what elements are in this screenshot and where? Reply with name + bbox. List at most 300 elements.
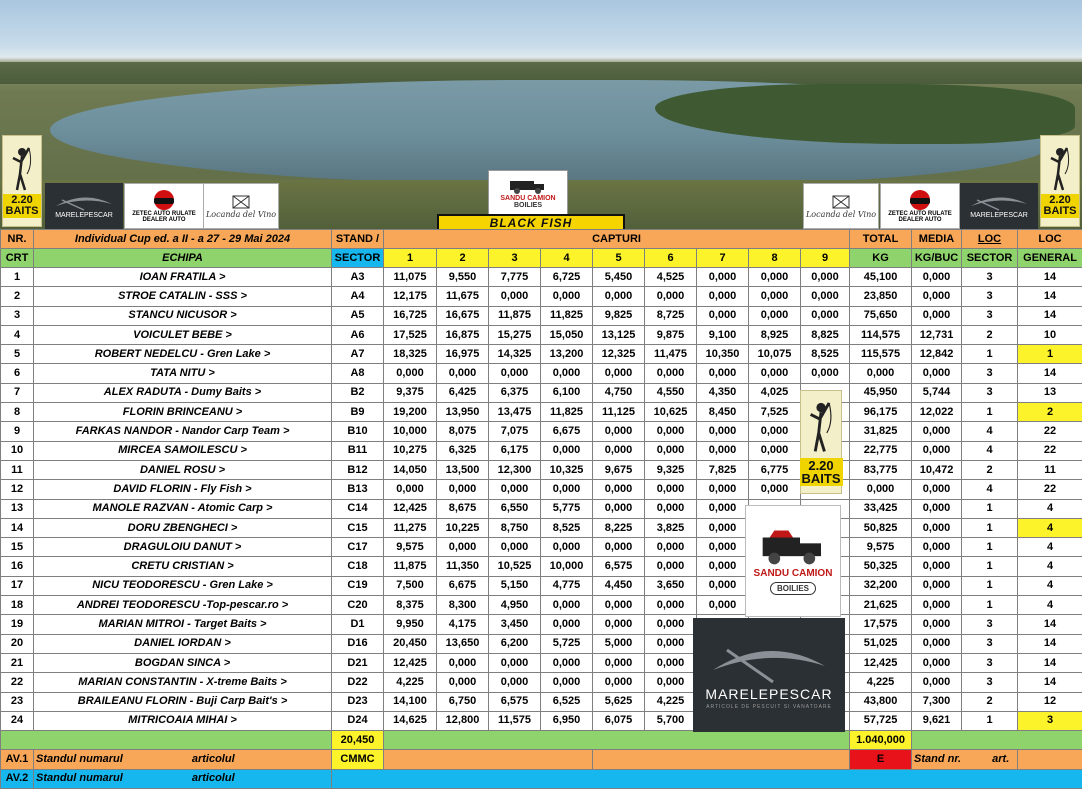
capture-value: 3,825 xyxy=(645,518,697,537)
capture-value: 11,675 xyxy=(437,287,489,306)
summary-captures-empty xyxy=(384,731,850,750)
row-number: 7 xyxy=(1,383,34,402)
capture-value: 11,125 xyxy=(593,403,645,422)
competitor-name: MIRCEA SAMOILESCU > xyxy=(34,441,332,460)
loc-general-value: 12 xyxy=(1018,692,1082,711)
total-kg-value: 43,800 xyxy=(850,692,912,711)
capture-value: 0,000 xyxy=(749,441,801,460)
av1-value: CMMC xyxy=(332,750,384,769)
media-value: 0,000 xyxy=(912,518,962,537)
capture-value: 0,000 xyxy=(541,615,593,634)
total-kg-value: 23,850 xyxy=(850,287,912,306)
capture-value: 0,000 xyxy=(437,538,489,557)
logo-zetec-left: ZETEC AUTO RULATE DEALER AUTO xyxy=(124,183,204,229)
stand-code: A7 xyxy=(332,345,384,364)
capture-value: 0,000 xyxy=(697,364,749,383)
capture-value: 0,000 xyxy=(801,364,850,383)
capture-value: 13,125 xyxy=(593,325,645,344)
row-number: 24 xyxy=(1,711,34,730)
media-value: 0,000 xyxy=(912,306,962,325)
media-value: 5,744 xyxy=(912,383,962,402)
capture-value: 8,925 xyxy=(749,325,801,344)
loc-general-value: 4 xyxy=(1018,557,1082,576)
capture-value: 0,000 xyxy=(593,441,645,460)
capture-value: 0,000 xyxy=(489,653,541,672)
capture-col-7: 7 xyxy=(697,249,749,268)
capture-value: 0,000 xyxy=(437,673,489,692)
capture-value: 0,000 xyxy=(593,653,645,672)
capture-value: 8,825 xyxy=(801,325,850,344)
table-row xyxy=(1,403,1082,422)
av1-empty-a xyxy=(384,750,593,769)
capture-value: 7,825 xyxy=(697,460,749,479)
capture-value: 4,775 xyxy=(541,576,593,595)
loc-general-value: 14 xyxy=(1018,673,1082,692)
locanda-emblem-icon xyxy=(231,194,251,210)
row-number: 2 xyxy=(1,287,34,306)
media-value: 0,000 xyxy=(912,653,962,672)
capture-value: 6,575 xyxy=(489,692,541,711)
loc-general-value: 14 xyxy=(1018,615,1082,634)
capture-value: 0,000 xyxy=(749,480,801,499)
competitor-name: DAVID FLORIN - Fly Fish > xyxy=(34,480,332,499)
loc-sector-value: 1 xyxy=(962,403,1018,422)
av1-label: AV.1 xyxy=(1,750,34,769)
competitor-name: DORU ZBENGHECI > xyxy=(34,518,332,537)
competitor-name: DANIEL IORDAN > xyxy=(34,634,332,653)
loc-sector-value: 4 xyxy=(962,422,1018,441)
media-value: 0,000 xyxy=(912,538,962,557)
capture-value: 0,000 xyxy=(749,364,801,383)
capture-value: 5,450 xyxy=(593,268,645,287)
total-kg-value: 114,575 xyxy=(850,325,912,344)
capture-value: 8,725 xyxy=(645,306,697,325)
capture-value: 9,875 xyxy=(645,325,697,344)
col-stand: STAND / xyxy=(332,230,384,249)
row-number: 20 xyxy=(1,634,34,653)
media-value: 0,000 xyxy=(912,364,962,383)
media-value: 0,000 xyxy=(912,441,962,460)
capture-value: 8,750 xyxy=(489,518,541,537)
car-icon xyxy=(902,189,938,211)
total-kg-value: 31,825 xyxy=(850,422,912,441)
table-row xyxy=(1,325,1082,344)
table-row xyxy=(1,499,1082,518)
loc-general-value: 22 xyxy=(1018,480,1082,499)
capture-value: 8,075 xyxy=(437,422,489,441)
capture-value: 0,000 xyxy=(645,634,697,653)
capture-value: 6,200 xyxy=(489,634,541,653)
table-row xyxy=(1,480,1082,499)
results-table xyxy=(0,229,1082,789)
capture-value: 9,550 xyxy=(437,268,489,287)
max-capture: 20,450 xyxy=(332,731,384,750)
media-value: 0,000 xyxy=(912,576,962,595)
av1-empty-c xyxy=(1018,750,1082,769)
stand-code: B10 xyxy=(332,422,384,441)
loc-general-value: 14 xyxy=(1018,364,1082,383)
av2-empty xyxy=(332,769,1082,788)
loc-sector-value: 3 xyxy=(962,653,1018,672)
capture-col-6: 6 xyxy=(645,249,697,268)
capture-value: 15,050 xyxy=(541,325,593,344)
table-row xyxy=(1,653,1082,672)
table-row xyxy=(1,596,1082,615)
capture-value: 9,575 xyxy=(384,538,437,557)
competitor-name: STROE CATALIN - SSS > xyxy=(34,287,332,306)
capture-value: 14,100 xyxy=(384,692,437,711)
capture-value: 0,000 xyxy=(541,653,593,672)
stand-code: A6 xyxy=(332,325,384,344)
capture-value: 11,275 xyxy=(384,518,437,537)
stand-code: A3 xyxy=(332,268,384,287)
loc-sector-value: 1 xyxy=(962,596,1018,615)
stand-code: C15 xyxy=(332,518,384,537)
angler-icon xyxy=(806,398,836,454)
table-row xyxy=(1,634,1082,653)
col-total: TOTAL xyxy=(850,230,912,249)
overlay-220-baits: 2.20 BAITS xyxy=(800,390,842,494)
capture-value: 5,700 xyxy=(645,711,697,730)
loc-sector-value: 3 xyxy=(962,268,1018,287)
capture-value: 8,525 xyxy=(801,345,850,364)
capture-value: 6,425 xyxy=(437,383,489,402)
col-sector: SECTOR xyxy=(332,249,384,268)
capture-value: 0,000 xyxy=(645,480,697,499)
loc-sector-value: 3 xyxy=(962,287,1018,306)
stand-code: D21 xyxy=(332,653,384,672)
loc-general-value: 14 xyxy=(1018,268,1082,287)
av1-standul: Standul numarul articolul xyxy=(34,750,332,769)
competitor-name: STANCU NICUSOR > xyxy=(34,306,332,325)
av2-standul: Standul numarul articolul xyxy=(34,769,332,788)
capture-value: 0,000 xyxy=(593,615,645,634)
total-kg-value: 57,725 xyxy=(850,711,912,730)
capture-value: 5,150 xyxy=(489,576,541,595)
stand-code: D16 xyxy=(332,634,384,653)
logo-220-baits-right: 2.20 BAITS xyxy=(1040,135,1080,227)
capture-value: 10,275 xyxy=(384,441,437,460)
capture-value: 13,475 xyxy=(489,403,541,422)
capture-value: 10,625 xyxy=(645,403,697,422)
capture-value: 10,225 xyxy=(437,518,489,537)
capture-value: 10,350 xyxy=(697,345,749,364)
capture-value: 0,000 xyxy=(749,287,801,306)
loc-sector-value: 1 xyxy=(962,518,1018,537)
capture-value: 0,000 xyxy=(384,364,437,383)
loc-general-value: 10 xyxy=(1018,325,1082,344)
capture-value: 0,000 xyxy=(697,287,749,306)
col-sector-2: SECTOR xyxy=(962,249,1018,268)
competitor-name: BRAILEANU FLORIN - Buji Carp Bait's > xyxy=(34,692,332,711)
capture-value: 11,575 xyxy=(489,711,541,730)
loc-sector-value: 3 xyxy=(962,383,1018,402)
capture-col-8: 8 xyxy=(749,249,801,268)
capture-value: 5,000 xyxy=(593,634,645,653)
av1-stand-nr: Stand nr. art. xyxy=(912,750,1018,769)
capture-value: 12,175 xyxy=(384,287,437,306)
competitor-name: MARIAN CONSTANTIN - X-treme Baits > xyxy=(34,673,332,692)
total-kg-value: 22,775 xyxy=(850,441,912,460)
capture-value: 6,675 xyxy=(541,422,593,441)
capture-value: 9,100 xyxy=(697,325,749,344)
total-kg-value: 50,325 xyxy=(850,557,912,576)
logo-locanda-right: Locanda del Vino xyxy=(803,183,879,229)
capture-value: 8,525 xyxy=(541,518,593,537)
capture-value: 9,375 xyxy=(384,383,437,402)
total-kg-value: 115,575 xyxy=(850,345,912,364)
capture-value: 20,450 xyxy=(384,634,437,653)
capture-value: 11,475 xyxy=(645,345,697,364)
av2-label: AV.2 xyxy=(1,769,34,788)
competitor-name: VOICULET BEBE > xyxy=(34,325,332,344)
capture-value: 6,675 xyxy=(437,576,489,595)
col-echipa: ECHIPA xyxy=(34,249,332,268)
capture-value: 16,725 xyxy=(384,306,437,325)
competitor-name: DRAGULOIU DANUT > xyxy=(34,538,332,557)
row-number: 11 xyxy=(1,460,34,479)
capture-value: 13,500 xyxy=(437,460,489,479)
stand-code: B11 xyxy=(332,441,384,460)
stand-code: B12 xyxy=(332,460,384,479)
loc-general-value: 4 xyxy=(1018,576,1082,595)
capture-value: 0,000 xyxy=(645,557,697,576)
stand-code: C17 xyxy=(332,538,384,557)
stand-code: C20 xyxy=(332,596,384,615)
capture-value: 4,950 xyxy=(489,596,541,615)
capture-value: 12,800 xyxy=(437,711,489,730)
capture-col-9: 9 xyxy=(801,249,850,268)
capture-value: 0,000 xyxy=(749,268,801,287)
loc-sector-value: 3 xyxy=(962,615,1018,634)
col-crt: CRT xyxy=(1,249,34,268)
capture-value: 12,300 xyxy=(489,460,541,479)
capture-value: 10,525 xyxy=(489,557,541,576)
capture-value: 13,650 xyxy=(437,634,489,653)
capture-value: 4,450 xyxy=(593,576,645,595)
capture-value: 0,000 xyxy=(697,576,749,595)
competitor-name: DANIEL ROSU > xyxy=(34,460,332,479)
capture-value: 8,300 xyxy=(437,596,489,615)
capture-value: 11,350 xyxy=(437,557,489,576)
table-row xyxy=(1,518,1082,537)
loc-sector-value: 1 xyxy=(962,345,1018,364)
logo-sandu-camion-top: SANDU CAMION BOILIES xyxy=(488,170,568,216)
capture-value: 0,000 xyxy=(697,480,749,499)
capture-value: 9,325 xyxy=(645,460,697,479)
capture-value: 16,675 xyxy=(437,306,489,325)
competitor-name: FLORIN BRINCEANU > xyxy=(34,403,332,422)
loc-general-value: 14 xyxy=(1018,287,1082,306)
media-value: 12,022 xyxy=(912,403,962,422)
av1-row xyxy=(1,750,1082,769)
logo-black-fish: BLACK FISH xyxy=(437,214,625,229)
stand-code: C19 xyxy=(332,576,384,595)
media-value: 0,000 xyxy=(912,673,962,692)
col-nr: NR. xyxy=(1,230,34,249)
capture-value: 15,275 xyxy=(489,325,541,344)
loc-sector-value: 1 xyxy=(962,557,1018,576)
capture-value: 11,075 xyxy=(384,268,437,287)
loc-general-value: 14 xyxy=(1018,653,1082,672)
capture-value: 0,000 xyxy=(645,422,697,441)
capture-value: 0,000 xyxy=(593,480,645,499)
capture-value: 10,075 xyxy=(749,345,801,364)
media-value: 9,621 xyxy=(912,711,962,730)
media-value: 0,000 xyxy=(912,287,962,306)
total-kg-value: 32,200 xyxy=(850,576,912,595)
loc-general-value: 14 xyxy=(1018,306,1082,325)
capture-value: 7,500 xyxy=(384,576,437,595)
loc-general-value: 4 xyxy=(1018,518,1082,537)
capture-value: 9,825 xyxy=(593,306,645,325)
capture-value: 0,000 xyxy=(749,422,801,441)
capture-value: 6,750 xyxy=(437,692,489,711)
loc-general-value: 11 xyxy=(1018,460,1082,479)
table-row xyxy=(1,441,1082,460)
capture-value: 0,000 xyxy=(645,499,697,518)
capture-value: 4,025 xyxy=(749,383,801,402)
capture-value: 0,000 xyxy=(697,306,749,325)
capture-value: 6,175 xyxy=(489,441,541,460)
table-row xyxy=(1,538,1082,557)
loc-sector-value: 1 xyxy=(962,711,1018,730)
capture-col-5: 5 xyxy=(593,249,645,268)
stand-code: A4 xyxy=(332,287,384,306)
capture-value: 8,225 xyxy=(593,518,645,537)
loc-general-value: 14 xyxy=(1018,634,1082,653)
capture-value: 0,000 xyxy=(645,615,697,634)
capture-value: 0,000 xyxy=(697,422,749,441)
capture-col-4: 4 xyxy=(541,249,593,268)
capture-value: 11,875 xyxy=(489,306,541,325)
capture-col-1: 1 xyxy=(384,249,437,268)
capture-value: 6,775 xyxy=(749,460,801,479)
table-row xyxy=(1,615,1082,634)
overlay-marelepescar: MARELEPESCAR ARTICOLE DE PESCUIT SI VANATOARE xyxy=(693,618,845,732)
loc-sector-value: 4 xyxy=(962,441,1018,460)
loc-general-value: 13 xyxy=(1018,383,1082,402)
capture-value: 6,550 xyxy=(489,499,541,518)
media-value: 0,000 xyxy=(912,596,962,615)
capture-value: 14,325 xyxy=(489,345,541,364)
row-number: 19 xyxy=(1,615,34,634)
table-row xyxy=(1,576,1082,595)
capture-value: 12,425 xyxy=(384,653,437,672)
total-kg-value: 21,625 xyxy=(850,596,912,615)
capture-value: 0,000 xyxy=(541,673,593,692)
total-kg-value: 12,425 xyxy=(850,653,912,672)
competitor-name: ANDREI TEODORESCU -Top-pescar.ro > xyxy=(34,596,332,615)
stand-code: B2 xyxy=(332,383,384,402)
av2-row xyxy=(1,769,1082,788)
capture-value: 0,000 xyxy=(645,287,697,306)
media-value: 0,000 xyxy=(912,499,962,518)
capture-value: 9,950 xyxy=(384,615,437,634)
media-value: 0,000 xyxy=(912,615,962,634)
capture-value: 4,175 xyxy=(437,615,489,634)
row-number: 14 xyxy=(1,518,34,537)
capture-value: 0,000 xyxy=(384,480,437,499)
locanda-emblem-icon xyxy=(831,194,851,210)
media-value: 12,731 xyxy=(912,325,962,344)
capture-value: 0,000 xyxy=(541,538,593,557)
row-number: 16 xyxy=(1,557,34,576)
capture-value: 6,525 xyxy=(541,692,593,711)
loc-general-value: 22 xyxy=(1018,441,1082,460)
capture-value: 4,750 xyxy=(593,383,645,402)
capture-value: 0,000 xyxy=(489,287,541,306)
logo-marelepescar-left: MARELEPESCAR xyxy=(45,183,123,229)
row-number: 3 xyxy=(1,306,34,325)
capture-value: 19,200 xyxy=(384,403,437,422)
capture-value: 0,000 xyxy=(489,538,541,557)
table-row xyxy=(1,268,1082,287)
capture-value: 4,350 xyxy=(697,383,749,402)
capture-value: 9,675 xyxy=(593,460,645,479)
swoosh-icon xyxy=(969,194,1029,212)
row-number: 6 xyxy=(1,364,34,383)
capture-value: 0,000 xyxy=(801,268,850,287)
media-value: 0,000 xyxy=(912,557,962,576)
total-kg-value: 9,575 xyxy=(850,538,912,557)
loc-general-value: 22 xyxy=(1018,422,1082,441)
capture-value: 0,000 xyxy=(801,287,850,306)
capture-value: 10,000 xyxy=(384,422,437,441)
capture-value: 6,950 xyxy=(541,711,593,730)
summary-empty xyxy=(1,731,332,750)
capture-value: 3,650 xyxy=(645,576,697,595)
stand-code: D22 xyxy=(332,673,384,692)
capture-value: 11,875 xyxy=(384,557,437,576)
stand-code: B9 xyxy=(332,403,384,422)
row-number: 12 xyxy=(1,480,34,499)
capture-value: 0,000 xyxy=(593,287,645,306)
truck-icon xyxy=(758,528,828,568)
capture-value: 10,000 xyxy=(541,557,593,576)
capture-value: 0,000 xyxy=(645,364,697,383)
capture-value: 0,000 xyxy=(697,557,749,576)
capture-value: 4,525 xyxy=(645,268,697,287)
loc-general-value: 3 xyxy=(1018,711,1082,730)
capture-value: 0,000 xyxy=(437,364,489,383)
loc-sector-value: 1 xyxy=(962,538,1018,557)
loc-sector-value: 3 xyxy=(962,673,1018,692)
row-number: 9 xyxy=(1,422,34,441)
capture-value: 6,325 xyxy=(437,441,489,460)
table-row xyxy=(1,345,1082,364)
competitor-name: ROBERT NEDELCU - Gren Lake > xyxy=(34,345,332,364)
event-title: Individual Cup ed. a II - a 27 - 29 Mai 2024 xyxy=(34,230,332,249)
header-row-1 xyxy=(1,230,1082,249)
total-kg-value: 96,175 xyxy=(850,403,912,422)
col-loc-general: LOC xyxy=(1018,230,1082,249)
capture-col-2: 2 xyxy=(437,249,489,268)
total-kg-value: 45,100 xyxy=(850,268,912,287)
capture-value: 0,000 xyxy=(697,499,749,518)
media-value: 0,000 xyxy=(912,422,962,441)
table-row xyxy=(1,460,1082,479)
table-row xyxy=(1,364,1082,383)
capture-value: 0,000 xyxy=(697,441,749,460)
logo-220-baits-left: 2.20 BAITS xyxy=(2,135,42,227)
row-number: 22 xyxy=(1,673,34,692)
table-row xyxy=(1,306,1082,325)
capture-value: 0,000 xyxy=(645,673,697,692)
capture-value: 18,325 xyxy=(384,345,437,364)
capture-value: 0,000 xyxy=(437,653,489,672)
loc-sector-value: 1 xyxy=(962,499,1018,518)
